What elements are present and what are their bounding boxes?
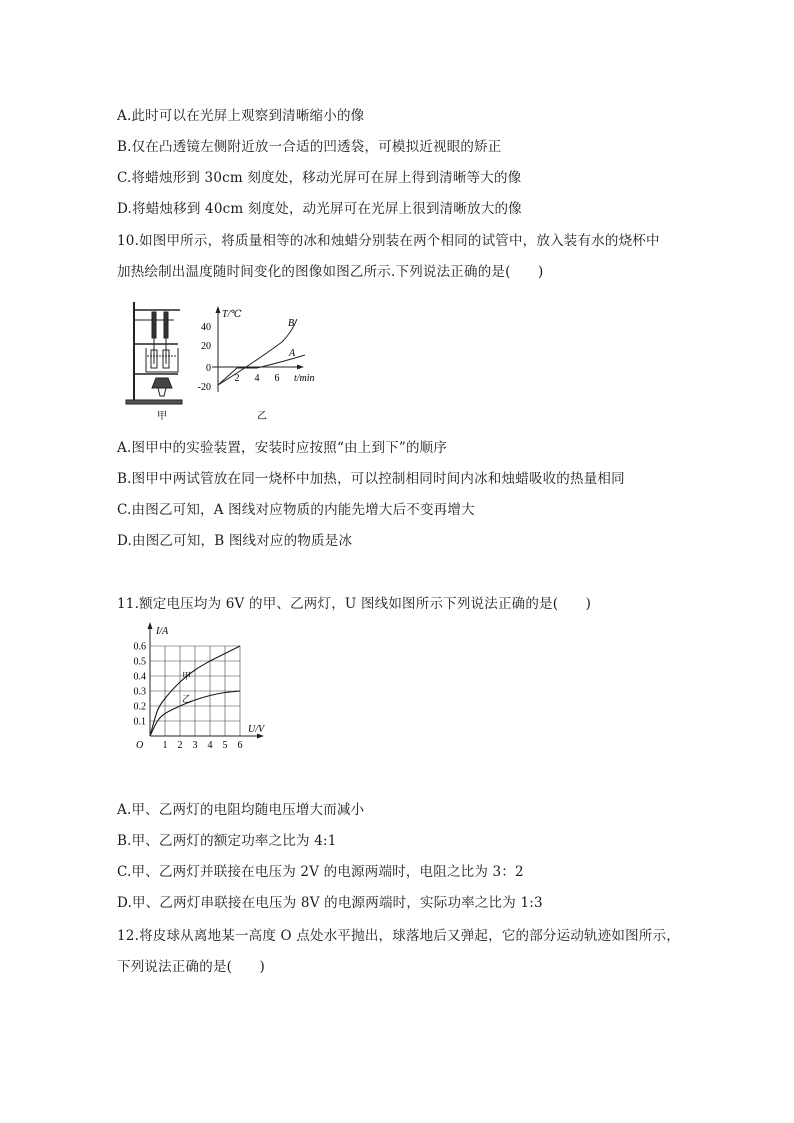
q11-option-c: C.甲、乙两灯并联接在电压为 2V 的电源两端时，电阻之比为 3：2 [117, 864, 524, 880]
y-tick-label: 0.1 [133, 716, 146, 728]
x-tick-label: 5 [222, 740, 228, 751]
y-tick-label: 0.5 [133, 656, 146, 668]
q12-stem-line1: 12.将皮球从离地某一高度 O 点处水平抛出，球落地后又弹起，它的部分运动轨迹如图所示， [117, 928, 680, 944]
curve-b-label: B [288, 318, 295, 329]
q10-option-b: B.图甲中两试管放在同一烧杯中加热，可以控制相同时间内冰和烛蜡吸收的热量相同 [117, 471, 625, 487]
q9-option-b: B.仅在凸透镜左侧附近放一合适的凹透袋，可模拟近视眼的矫正 [117, 139, 502, 155]
x-tick-label: 2 [177, 740, 183, 751]
y-axis-arrow [148, 622, 153, 629]
y-axis-label: I/A [156, 626, 169, 637]
x-tick-label: 1 [162, 740, 168, 751]
origin-label: O [136, 740, 144, 751]
q10-option-a: A.图甲中的实验装置，安装时应按照“由上到下”的顺序 [117, 440, 448, 456]
temp-tick-0: 0 [206, 363, 211, 374]
q10-stem-line2: 加热绘制出温度随时间变化的图像如图乙所示.下列说法正确的是( ) [117, 264, 544, 280]
q10-stem-line1: 10.如图甲所示，将质量相等的冰和烛蜡分别装在两个相同的试管中，放入装有水的烧杯中 [117, 233, 660, 249]
fig-label-yi: 乙 [257, 411, 267, 422]
fig-label-jia: 甲 [157, 411, 167, 422]
x-tick-label: 6 [237, 740, 243, 751]
time-tick-2: 2 [234, 373, 240, 384]
time-tick-4: 4 [254, 373, 260, 384]
temp-axis-label: T/℃ [222, 309, 242, 320]
q12-stem-line2: 下列说法正确的是( ) [117, 959, 265, 975]
temp-tick-20: 20 [201, 341, 211, 352]
series-label-0: 甲 [182, 671, 192, 681]
q10-option-c: C.由图乙可知，A 图线对应物质的内能先增大后不变再增大 [117, 502, 475, 518]
q9-option-c: C.将蜡烛形到 30cm 刻度处，移动光屏可在屏上得到清晰等大的像 [117, 170, 522, 186]
series-label-1: 乙 [182, 694, 192, 704]
y-tick-label: 0.4 [133, 671, 146, 683]
temp-tick-40: 40 [201, 322, 211, 333]
time-axis-label: t/min [294, 373, 315, 384]
q10-option-d: D.由图乙可知，B 图线对应的物质是冰 [117, 533, 353, 549]
temperature-graph [198, 306, 315, 393]
temp-tick-minus20: -20 [197, 382, 211, 393]
x-tick-label: 3 [192, 740, 198, 751]
curve-a-label: A [289, 348, 296, 359]
curve-a [218, 355, 305, 385]
heating-apparatus-drawing [126, 302, 182, 404]
q11-option-b: B.甲、乙两灯的额定功率之比为 4:1 [117, 833, 337, 849]
x-tick-label: 4 [207, 740, 213, 751]
q10-figure [122, 292, 337, 422]
x-axis-label: U/V [248, 724, 265, 735]
y-tick-label: 0.3 [133, 686, 146, 698]
q9-option-d: D.将蜡烛移到 40cm 刻度处，动光屏可在光屏上很到清晰放大的像 [117, 201, 522, 217]
q11-option-a: A.甲、乙两灯的电阻均随电压增大而减小 [117, 802, 365, 818]
y-tick-label: 0.2 [133, 701, 146, 713]
time-tick-6: 6 [274, 373, 280, 384]
q9-option-a: A.此时可以在光屏上观察到清晰缩小的像 [117, 108, 365, 124]
y-tick-label: 0.6 [133, 641, 146, 653]
iu-chart [125, 620, 265, 755]
q11-stem: 11.额定电压均为 6V 的甲、乙两灯，U 图线如图所示下列说法正确的是( ) [117, 596, 592, 612]
q11-option-d: D.甲、乙两灯串联接在电压为 8V 的电源两端时，实际功率之比为 1:3 [117, 895, 543, 911]
